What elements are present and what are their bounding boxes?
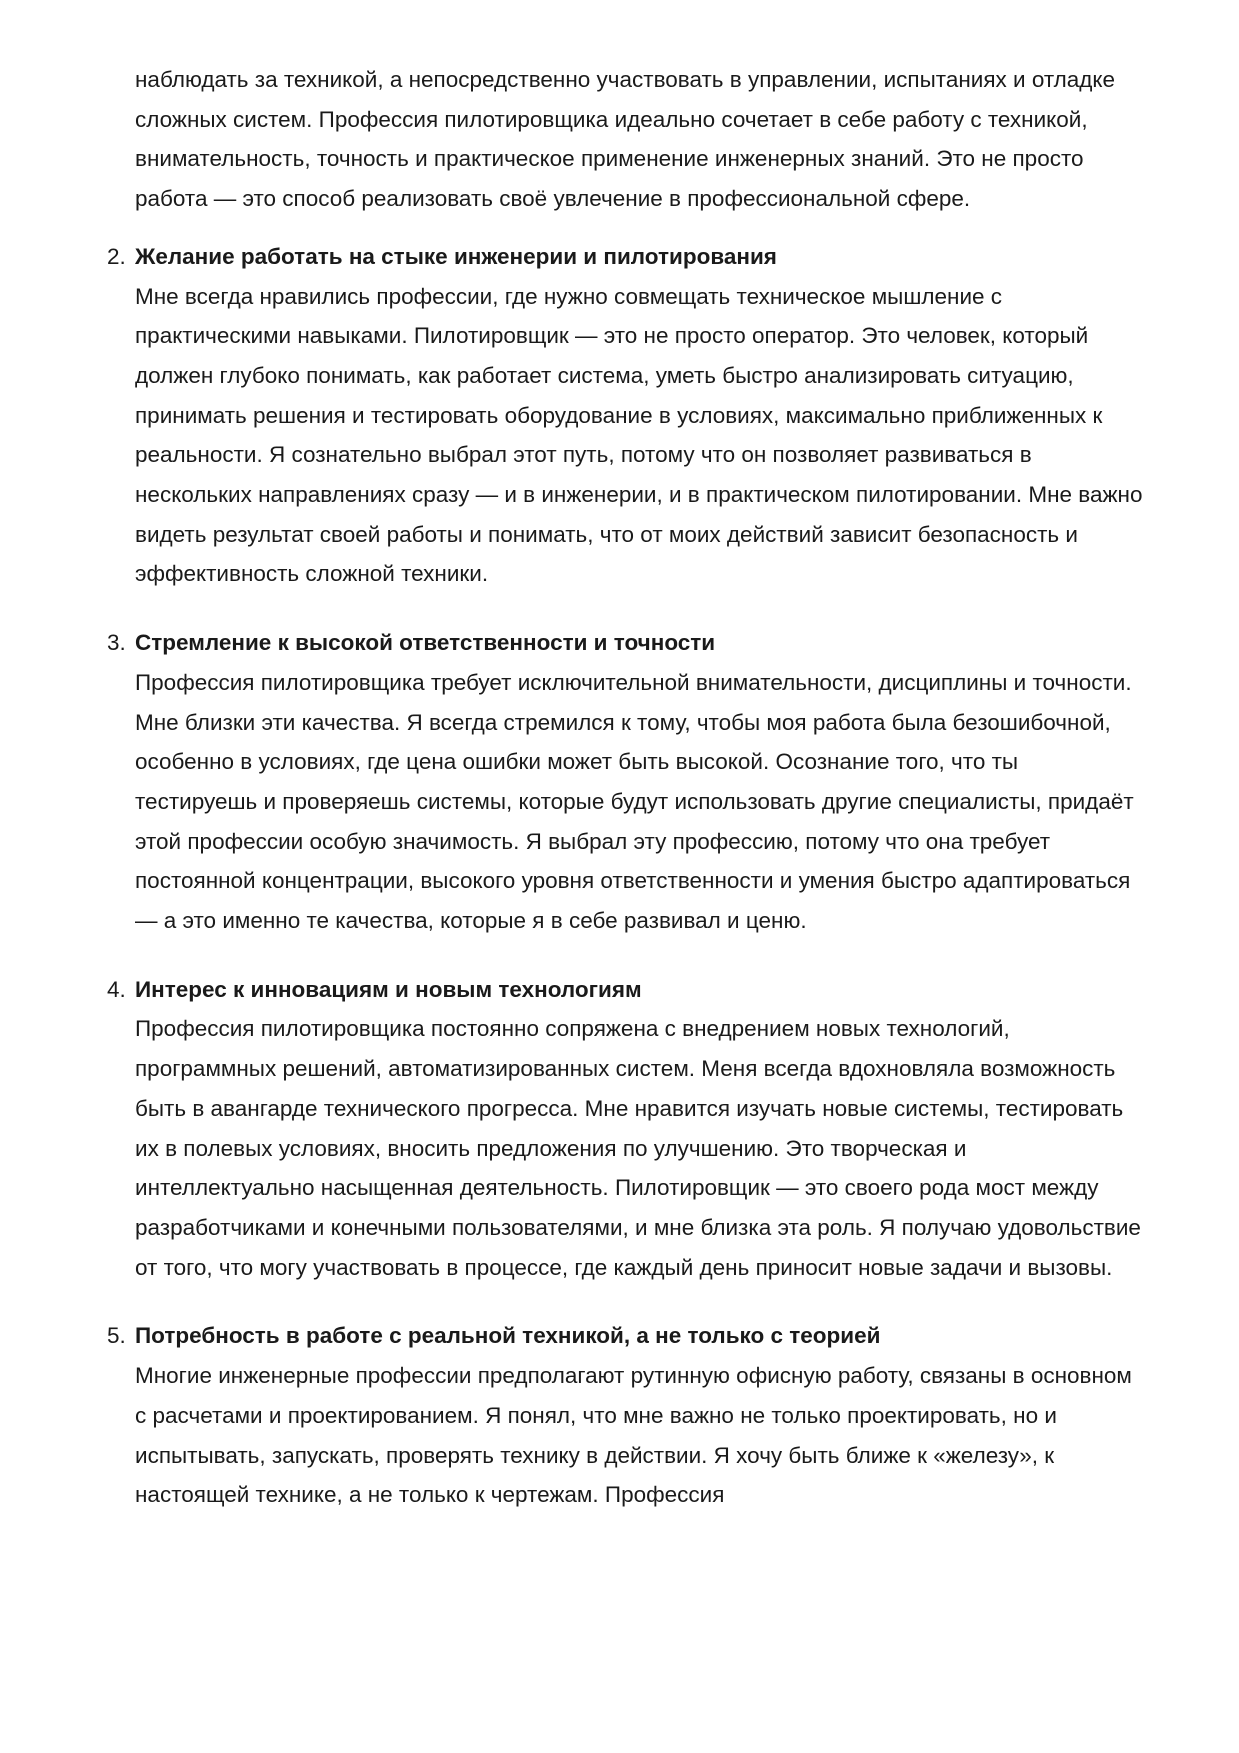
continuation-paragraph: наблюдать за техникой, а непосредственно участвовать в управлении, испытаниях и отладке сложных систем. Профессия пилотировщика идеально сочетает в себе работу с техникой, внимательность, точность и практическое применение инженерных знаний. Это не просто работа — это способ реализовать своё увлечение в профессиональной сфере.: [135, 67, 1116, 212]
item-number: 4.: [107, 976, 126, 1002]
item-heading: Стремление к высокой ответственности и точности: [135, 630, 716, 656]
list-item-3: [107, 623, 1145, 941]
item-body: Многие инженерные профессии предполагают рутинную офисную работу, связаны в основном с расчетами и проектированием. Я понял, что мне важно не только проектировать, но и испытывать, запускать, проверять технику в действии. Я хочу быть ближе к «железу», к настоящей технике, а не только к чертежам. Профессия: [135, 1363, 1132, 1508]
item-body: Профессия пилотировщика требует исключительной внимательности, дисциплины и точности. Мне близки эти качества. Я всегда стремился к тому, чтобы моя работа была безошибочной, особенно в условиях, где цена ошибки может быть высокой. Осознание того, что ты тестируешь и проверяешь системы, которые будут использовать другие специалисты, придаёт этой профессии особую значимость. Я выбрал эту профессию, потому что она требует постоянной концентрации, высокого уровня ответственности и умения быстро адаптироваться — а это именно те качества, которые я в себе развивал и ценю.: [135, 669, 1134, 934]
list-item-4: [107, 970, 1145, 1288]
item-number: 3.: [107, 630, 126, 656]
numbered-list: [107, 237, 1145, 1515]
item-number: 5.: [107, 1323, 126, 1349]
list-item-5: [107, 1316, 1145, 1515]
item-body: Профессия пилотировщика постоянно сопряжена с внедрением новых технологий, программных решений, автоматизированных систем. Меня всегда вдохновляла возможность быть в авангарде технического прогресса. Мне нравится изучать новые системы, тестировать их в полевых условиях, вносить предложения по улучшению. Это творческая и интеллектуально насыщенная деятельность. Пилотировщик — это своего рода мост между разработчиками и конечными пользователями, и мне близка эта роль. Я получаю удовольствие от того, что могу участвовать в процессе, где каждый день приносит новые задачи и вызовы.: [135, 1016, 1141, 1280]
item-heading: Желание работать на стыке инженерии и пилотирования: [135, 243, 777, 269]
item-heading: Потребность в работе с реальной техникой, а не только с теорией: [135, 1323, 881, 1349]
item-body: Мне всегда нравились профессии, где нужно совмещать техническое мышление с практическими навыками. Пилотировщик — это не просто оператор. Это человек, который должен глубоко понимать, как работает система, уметь быстро анализировать ситуацию, принимать решения и тестировать оборудование в условиях, максимально приближенных к реальности. Я сознательно выбрал этот путь, потому что он позволяет развиваться в нескольких направлениях сразу — и в инженерии, и в практическом пилотировании. Мне важно видеть результат своей работы и понимать, что от моих действий зависит безопасность и эффективность сложной техники.: [135, 283, 1143, 587]
document-page: [107, 60, 1145, 1515]
item-heading: Интерес к инновациям и новым технологиям: [135, 976, 642, 1002]
list-item-2: [107, 237, 1145, 594]
item-number: 2.: [107, 243, 126, 269]
